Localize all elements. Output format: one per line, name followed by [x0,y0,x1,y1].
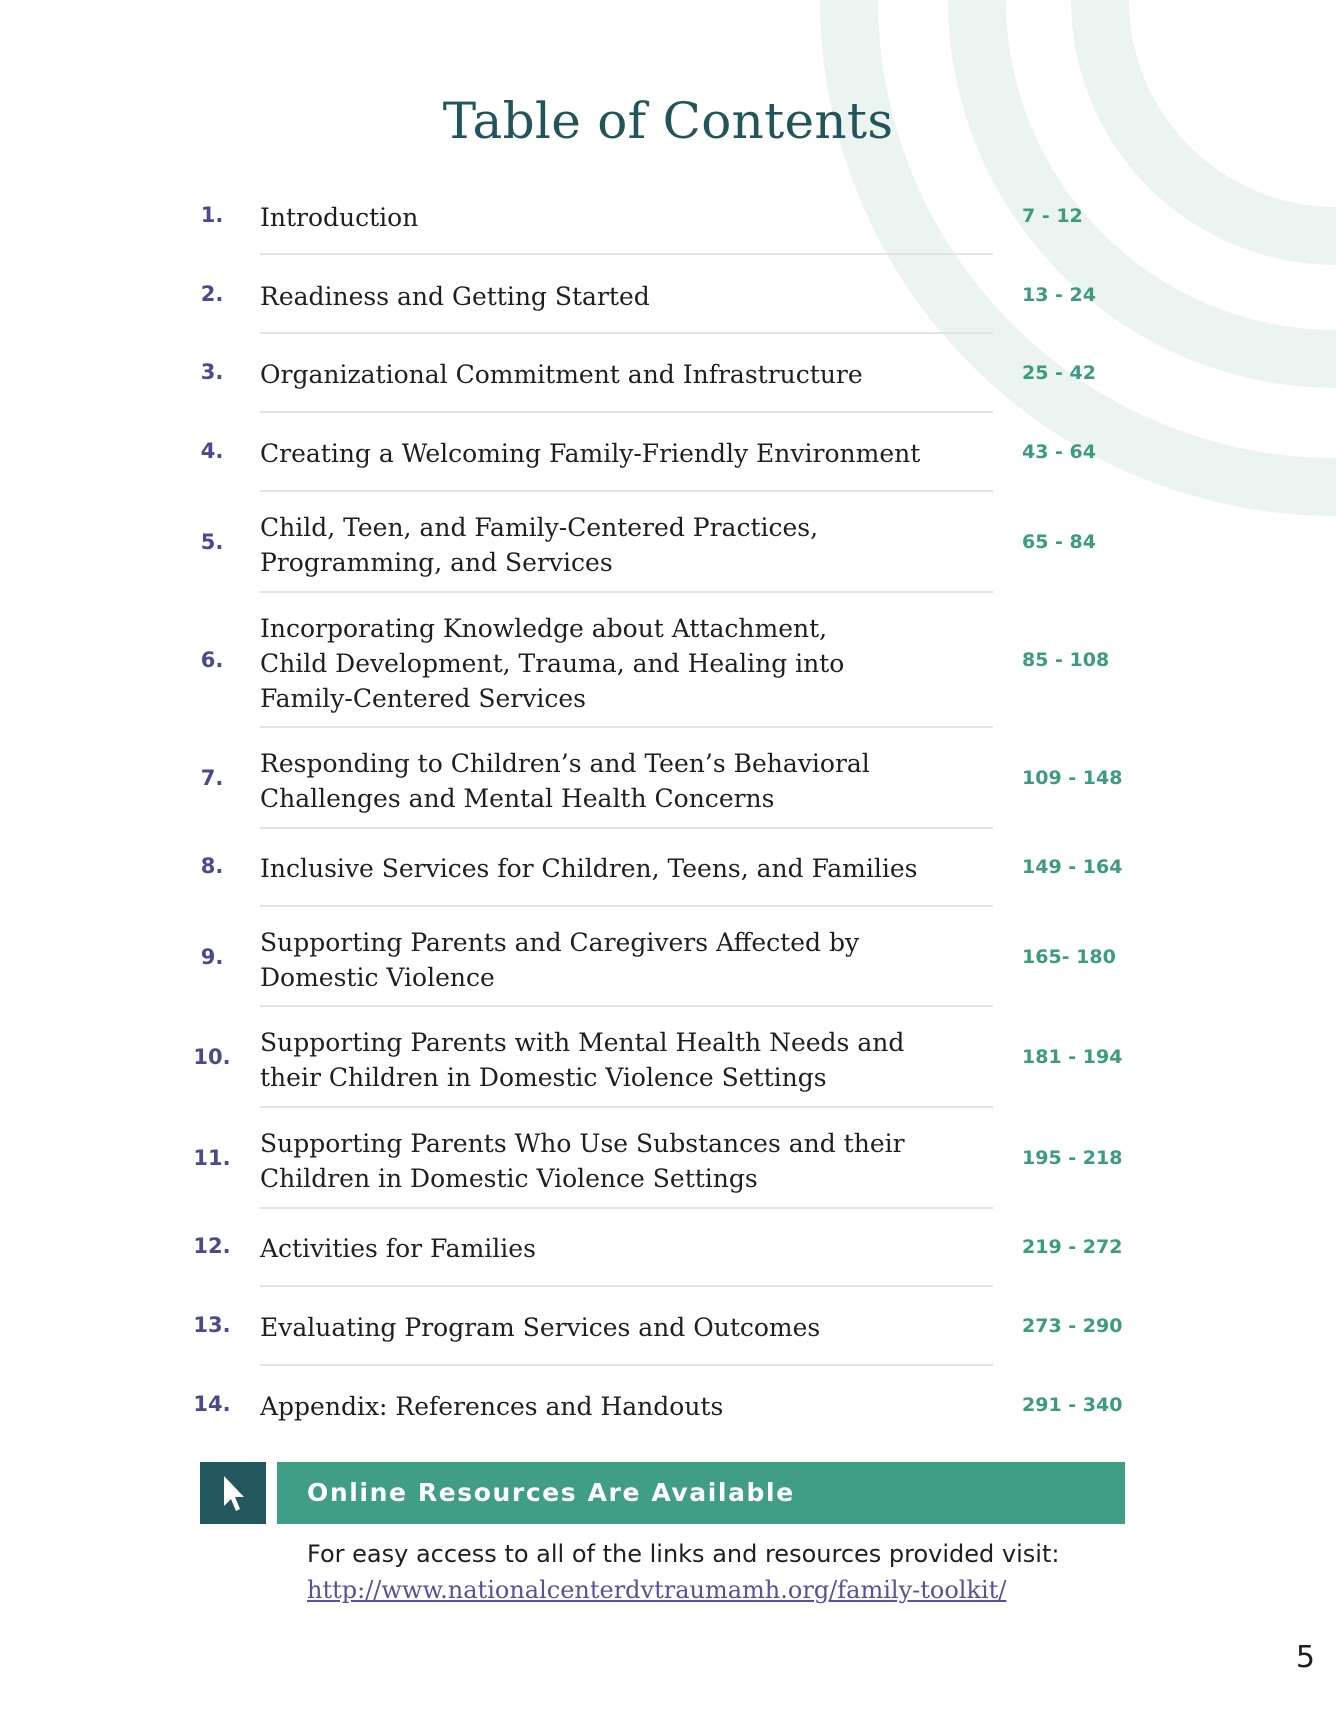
toc-entry-number: 4. [200,439,224,463]
toc-divider [260,1285,993,1287]
toc-entry-title: Supporting Parents and Caregivers Affected by Domestic Violence [260,928,860,992]
toc-entry-number: 2. [200,282,224,306]
toc-divider [260,591,993,593]
toc-entry-title: Activities for Families [260,1234,536,1263]
cursor-arrow-icon [200,1462,266,1524]
toc-entry-number: 7. [200,766,224,790]
resources-link[interactable]: http://www.nationalcenterdvtraumamh.org/family-toolkit/ [307,1576,1007,1604]
toc-divider [260,827,993,829]
toc-entry-pages: 273 - 290 [1022,1315,1123,1337]
toc-entry-title: Child, Teen, and Family-Centered Practices, Programming, and Services [260,513,819,577]
toc-entry-pages: 181 - 194 [1022,1046,1123,1068]
toc-entry-title: Supporting Parents Who Use Substances and their Children in Domestic Violence Settings [260,1129,905,1193]
toc-entry-pages: 109 - 148 [1022,767,1123,789]
toc-entry-title: Incorporating Knowledge about Attachment, Child Development, Trauma, and Healing into Family-Centered Services [260,614,845,713]
toc-entry-number: 12. [193,1234,231,1258]
toc-divider [260,411,993,413]
toc-entry-title: Appendix: References and Handouts [260,1392,724,1421]
toc-divider [260,490,993,492]
page-number: 5 [1295,1640,1315,1675]
toc-entry-pages: 13 - 24 [1022,284,1096,306]
toc-entry-number: 9. [200,945,224,969]
toc-entry-pages: 7 - 12 [1022,205,1083,227]
toc-entry-number: 1. [200,203,224,227]
toc-divider [260,905,993,907]
toc-entry-pages: 43 - 64 [1022,441,1096,463]
toc-divider [260,1005,993,1007]
toc-entry-title: Organizational Commitment and Infrastructure [260,360,863,389]
page-title: Table of Contents [442,92,894,150]
toc-entry-number: 11. [193,1146,231,1170]
toc-entry-number: 13. [193,1313,231,1337]
toc-entry-title: Inclusive Services for Children, Teens, and Families [260,854,918,883]
toc-entry-title: Responding to Children’s and Teen’s Behavioral Challenges and Mental Health Concerns [260,749,870,813]
resources-description: For easy access to all of the links and resources provided visit: [307,1540,1060,1568]
toc-entry-title: Supporting Parents with Mental Health Needs and their Children in Domestic Violence Settings [260,1028,905,1092]
resources-banner [277,1462,1125,1524]
toc-divider [260,1364,993,1366]
toc-entry-pages: 149 - 164 [1022,856,1123,878]
toc-divider [260,332,993,334]
toc-entry-title: Evaluating Program Services and Outcomes [260,1313,821,1342]
toc-entry-number: 6. [200,648,224,672]
toc-entry-pages: 165- 180 [1022,946,1116,968]
toc-entry-pages: 291 - 340 [1022,1394,1123,1416]
resource-icon-box [200,1462,266,1524]
toc-entry-number: 3. [200,360,224,384]
toc-entry-title: Introduction [260,203,419,232]
toc-divider [260,726,993,728]
toc-entry-title: Readiness and Getting Started [260,282,650,311]
resources-heading: Online Resources Are Available [307,1478,795,1507]
toc-entry-number: 14. [193,1392,231,1416]
toc-entry-pages: 65 - 84 [1022,531,1096,553]
toc-entry-title: Creating a Welcoming Family-Friendly Environment [260,439,921,468]
toc-entry-pages: 85 - 108 [1022,649,1110,671]
toc-divider [260,253,993,255]
toc-entry-number: 8. [200,854,224,878]
toc-entry-number: 10. [193,1045,231,1069]
toc-entry-pages: 25 - 42 [1022,362,1096,384]
toc-entry-number: 5. [200,530,224,554]
toc-entry-pages: 195 - 218 [1022,1147,1123,1169]
toc-divider [260,1207,993,1209]
toc-entry-pages: 219 - 272 [1022,1236,1123,1258]
toc-divider [260,1106,993,1108]
